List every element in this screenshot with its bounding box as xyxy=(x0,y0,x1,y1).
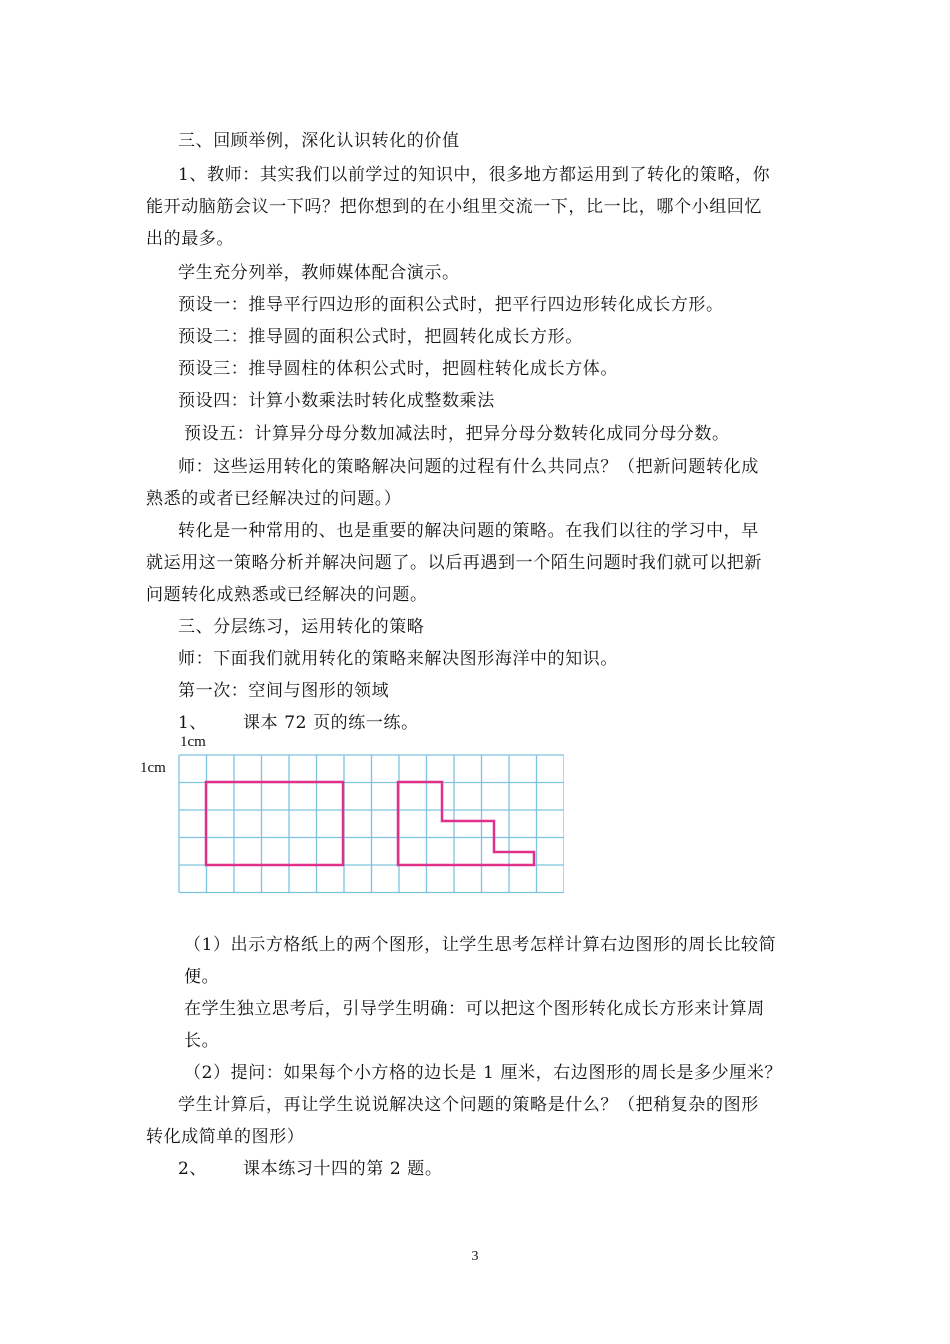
preset-two: 预设二：推导圆的面积公式时，把圆转化成长方形。 xyxy=(178,327,583,347)
grid-top-unit-label: 1cm xyxy=(180,734,206,750)
guidance-line2: 长。 xyxy=(184,1031,220,1051)
student-reflection-line2: 转化成简单的图形） xyxy=(146,1127,305,1147)
grid-figure xyxy=(178,754,564,896)
exercise-item-1: 1、 课本 72 页的练一练。 xyxy=(178,713,419,733)
right-stepped-shape xyxy=(398,782,534,865)
question-1-line2: 便。 xyxy=(184,967,220,987)
preset-three: 预设三：推导圆柱的体积公式时，把圆柱转化成长方体。 xyxy=(178,359,618,379)
paragraph-question-line2: 熟悉的或者已经解决过的问题。） xyxy=(146,489,402,509)
section-heading-practice: 三、分层练习，运用转化的策略 xyxy=(178,617,425,637)
paragraph-students-list: 学生充分列举，教师媒体配合演示。 xyxy=(178,263,460,283)
grid-lines xyxy=(179,755,564,893)
grid-left-unit-label: 1cm xyxy=(140,760,166,776)
preset-five: 预设五：计算异分母分数加减法时，把异分母分数转化成同分母分数。 xyxy=(184,424,730,444)
paragraph-question-line1: 师：这些运用转化的策略解决问题的过程有什么共同点？（把新问题转化成 xyxy=(178,457,759,477)
question-2: （2）提问：如果每个小方格的边长是 1 厘米，右边图形的周长是多少厘米？ xyxy=(184,1063,783,1083)
preset-four: 预设四：计算小数乘法时转化成整数乘法 xyxy=(178,391,495,411)
paragraph-strategy-line3: 问题转化成熟悉或已经解决的问题。 xyxy=(146,585,428,605)
paragraph-strategy-line2: 就运用这一策略分析并解决问题了。以后再遇到一个陌生问题时我们就可以把新 xyxy=(146,553,762,573)
paragraph-strategy-line1: 转化是一种常用的、也是重要的解决问题的策略。在我们以往的学习中，早 xyxy=(178,521,759,541)
preset-one: 预设一：推导平行四边形的面积公式时，把平行四边形转化成长方形。 xyxy=(178,295,724,315)
exercise-item-2: 2、 课本练习十四的第 2 题。 xyxy=(178,1159,443,1179)
page-number: 3 xyxy=(471,1249,479,1264)
student-reflection-line1: 学生计算后，再让学生说说解决这个问题的策略是什么？（把稍复杂的图形 xyxy=(178,1095,759,1115)
section-heading-review: 三、回顾举例，深化认识转化的价值 xyxy=(178,131,460,151)
paragraph-teacher-line1: 1、教师：其实我们以前学过的知识中，很多地方都运用到了转化的策略，你 xyxy=(178,165,771,185)
guidance-line1: 在学生独立思考后，引导学生明确：可以把这个图形转化成长方形来计算周 xyxy=(184,999,765,1019)
left-rectangle-shape xyxy=(206,782,343,865)
paragraph-teacher-intro: 师：下面我们就用转化的策略来解决图形海洋中的知识。 xyxy=(178,649,618,669)
paragraph-teacher-line2: 能开动脑筋会议一下吗？把你想到的在小组里交流一下，比一比，哪个小组回忆 xyxy=(146,197,762,217)
paragraph-first-round: 第一次：空间与图形的领域 xyxy=(178,681,390,701)
question-1-line1: （1）出示方格纸上的两个图形，让学生思考怎样计算右边图形的周长比较简 xyxy=(184,935,777,955)
paragraph-teacher-line3: 出的最多。 xyxy=(146,229,234,249)
